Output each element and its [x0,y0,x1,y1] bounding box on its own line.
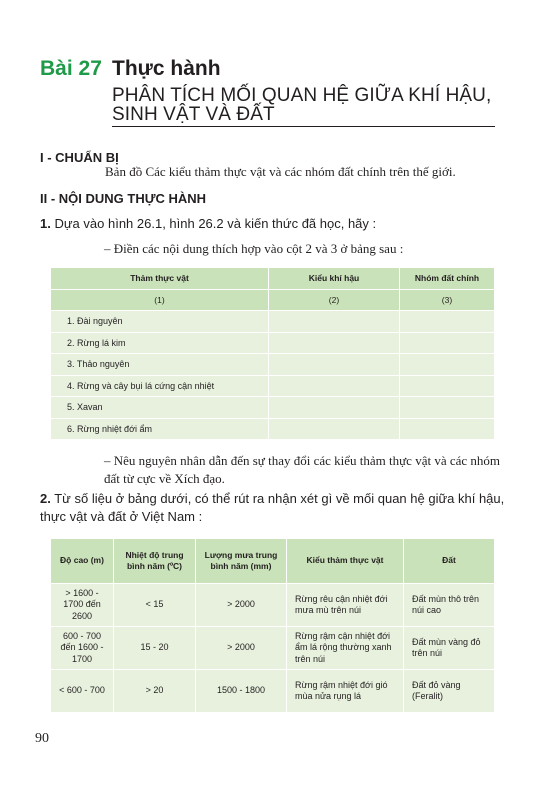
table-header-row [51,268,495,290]
column-number: (1) [51,289,269,311]
table-header-row [51,539,495,584]
temperature-cell: < 15 [114,584,196,627]
table-row [51,397,495,419]
table-header-cell: Thảm thực vật [51,268,269,290]
cause-question: – Nêu nguyên nhân dẫn đến sự thay đổi các kiểu thảm thực vật và các nhóm đất từ cực về Xích đạo. [104,453,501,486]
preparation-text: Bản đồ Các kiểu thảm thực vật và các nhóm đất chính trên thế giới. [105,164,456,179]
table-row [51,311,495,333]
table-row [51,627,495,670]
rainfall-cell: > 2000 [196,584,287,627]
empty-cell [400,354,495,376]
table-header-cell: Kiểu khí hậu [269,268,400,290]
lesson-title-line-1: PHÂN TÍCH MỐI QUAN HỆ GIỮA KHÍ HẬU, [112,85,492,106]
empty-cell [400,397,495,419]
table-row [51,332,495,354]
vegetation-name: 1. Đài nguyên [51,311,269,333]
soil-cell: Đất mùn thô trên núi cao [404,584,495,627]
question-2 [40,490,515,526]
vegetation-name: 5. Xavan [51,397,269,419]
vegetation-cell: Rừng rêu cận nhiệt đới mưa mù trên núi [287,584,404,627]
empty-cell [269,375,400,397]
table-row [51,670,495,713]
question-1 [40,215,376,233]
empty-cell [269,311,400,333]
soil-cell: Đất đỏ vàng (Feralit) [404,670,495,713]
vegetation-table [50,267,495,440]
table-row [51,375,495,397]
title-underline [112,126,495,127]
empty-cell [269,397,400,419]
table-header-cell: Kiểu thảm thực vật [287,539,404,584]
empty-cell [269,418,400,440]
lesson-title-line-2: SINH VẬT VÀ ĐẤT [112,104,275,125]
question-1-number: 1. [40,216,51,231]
vegetation-cell: Rừng rậm cận nhiệt đới ẩm lá rộng thường xanh trên núi [287,627,404,670]
section-heading-content: II - NỘI DUNG THỰC HÀNH [40,191,207,206]
question-1-text: Dựa vào hình 26.1, hình 26.2 và kiến thức đã học, hãy : [54,216,377,231]
table-header-cell: Đất [404,539,495,584]
question-1-instruction: – Điền các nội dung thích hợp vào cột 2 và 3 ở bảng sau : [104,241,404,256]
table-row [51,418,495,440]
lesson-number: Bài 27 [40,57,102,80]
page-number: 90 [35,731,49,746]
vegetation-name: 2. Rừng lá kim [51,332,269,354]
table-header-cell: Lượng mưa trung bình năm (mm) [196,539,287,584]
column-number: (3) [400,289,495,311]
table-header-cell: Nhóm đất chính [400,268,495,290]
rainfall-cell: > 2000 [196,627,287,670]
temperature-cell: 15 - 20 [114,627,196,670]
lesson-type: Thực hành [112,57,221,80]
question-2-number: 2. [40,491,51,506]
vegetation-cell: Rừng rậm nhiệt đới gió mùa nửa rụng lá [287,670,404,713]
column-number: (2) [269,289,400,311]
table-header-cell: Nhiệt độ trung bình năm (ºC) [114,539,196,584]
altitude-cell: 600 - 700 đến 1600 - 1700 [51,627,114,670]
rainfall-cell: 1500 - 1800 [196,670,287,713]
altitude-cell: < 600 - 700 [51,670,114,713]
vegetation-name: 6. Rừng nhiệt đới ẩm [51,418,269,440]
section-heading-preparation: I - CHUẨN BỊ [40,150,119,165]
empty-cell [400,332,495,354]
altitude-cell: > 1600 - 1700 đến 2600 [51,584,114,627]
empty-cell [269,354,400,376]
empty-cell [400,311,495,333]
empty-cell [400,418,495,440]
table-row [51,584,495,627]
vegetation-name: 3. Thảo nguyên [51,354,269,376]
soil-cell: Đất mùn vàng đỏ trên núi [404,627,495,670]
table-column-number-row [51,289,495,311]
temperature-cell: > 20 [114,670,196,713]
table-row [51,354,495,376]
question-2-text: Từ số liệu ở bảng dưới, có thể rút ra nhận xét gì về mối quan hệ giữa khí hậu, thực vật và đất ở Việt Nam : [40,491,505,524]
empty-cell [400,375,495,397]
vegetation-name: 4. Rừng và cây bụi lá cứng cận nhiệt [51,375,269,397]
vietnam-climate-table [50,538,495,713]
table-header-cell: Độ cao (m) [51,539,114,584]
empty-cell [269,332,400,354]
